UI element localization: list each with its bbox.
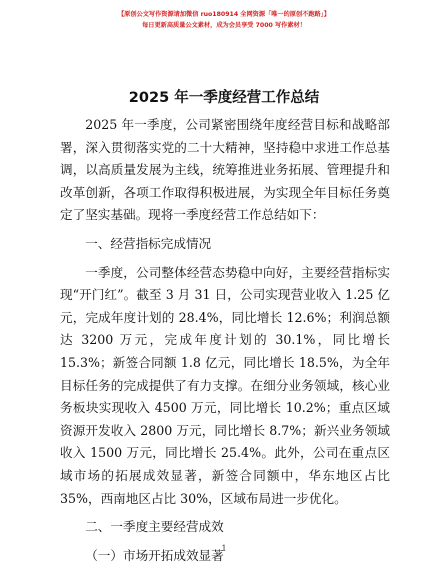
promo-banner-line-2: 每日更新高质量公文素材，成为会员享受 7000 写作素材！ (142, 22, 306, 29)
document-title: 2025 年一季度经营工作总结 (128, 90, 320, 106)
intro-paragraph: 2025 年一季度，公司紧密围绕年度经营目标和战略部署，深入贯彻落实党的二十大精神，坚持稳中求进工作总基调，以高质量发展为主线，统筹推进业务拓展、管理提升和改革创新，各项工作取得积极进展，为实现全年目标任务奠定了坚实基础。现将一季度经营工作总结如下： (60, 117, 390, 223)
subsection-heading-1: （一）市场开拓成效显著 (85, 547, 224, 563)
page-number: 1 (221, 544, 227, 553)
document-body (60, 114, 390, 567)
section-1-paragraph: 一季度，公司整体经营态势稳中向好，主要经营指标实现“开门红”。截至 3 月 31 日，公司实现营业收入 1.25 亿元，完成年度计划的 28.4%，同比增长 12.6%；利润总额达 3200 万元，完成年度计划的 30.1%，同比增长 15.3%；新签合同额 1.8 亿元，同比增长 18.5%，为全年目标任务的完成提供了有力支撑。在细分业务领域，核心业务板块实现收入 4500 万元，同比增长 10.2%；重点区域资源开发收入 2800 万元，同比增长 8.7%；新兴业务领域收入 1500 万元，同比增长 25.4%。此外，公司在重点区域市场的拓展成效显著，新签合同额中，华东地区占比 35%，西南地区占比 30%，区域布局进一步优化。 (60, 264, 390, 506)
promo-banner-line-1: 【原创公文写作资源请加微信 ruo180914 全网资源「唯一的原创不跑路」】 (118, 11, 330, 18)
section-heading-2: 二、一季度主要经营成效 (85, 519, 224, 535)
section-heading-1: 一、经营指标完成情况 (85, 235, 212, 251)
